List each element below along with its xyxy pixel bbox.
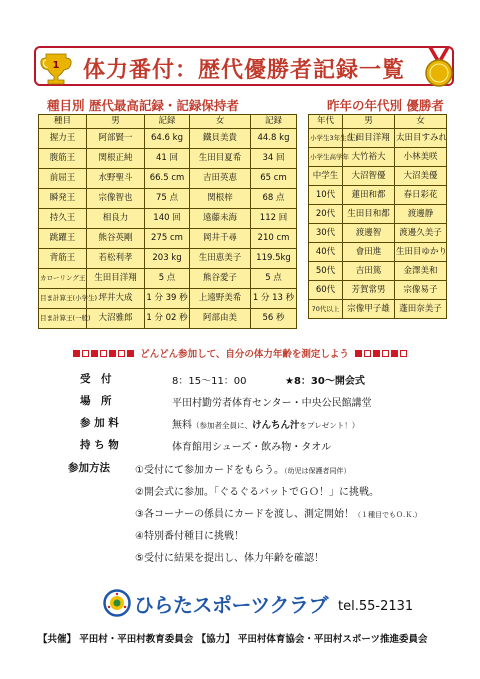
table-cell: 生田目ゆかり [395, 243, 447, 262]
table-cell: 小林美咲 [395, 148, 447, 167]
table-row [309, 167, 447, 186]
table-cell: 40代 [309, 243, 343, 262]
table-cell: 75 点 [145, 189, 190, 209]
table-cell: 太田目すみれ [395, 129, 447, 148]
col-header: 記録 [145, 115, 190, 129]
table-header-row [309, 115, 447, 129]
table-row [39, 189, 297, 209]
table-cell: 65 cm [251, 169, 297, 189]
table-row [39, 129, 297, 149]
table-cell: 1 分 02 秒 [145, 309, 190, 329]
table-row [39, 209, 297, 229]
record-table [38, 114, 297, 329]
table-cell: 34 回 [251, 149, 297, 169]
table-cell: 10代 [309, 186, 343, 205]
table-cell: 64.6 kg [145, 129, 190, 149]
age-winners-table [308, 114, 447, 319]
table-cell: 119.5kg [251, 249, 297, 269]
table-cell: 坪井大成 [87, 289, 145, 309]
fee-value-text: 無料 [172, 420, 192, 431]
footer-organizers: 【共催】 平田村・平田村教育委員会 【協力】 平田村体育協会・平田村スポーツ推進委員会 [38, 634, 428, 645]
col-header: 男 [343, 115, 395, 129]
table-row [309, 281, 447, 300]
table-cell: 吉田英恵 [190, 169, 251, 189]
table-row [309, 300, 447, 319]
table-cell: 岡井千尋 [190, 229, 251, 249]
table-cell: 宗像甲子雄 [343, 300, 395, 319]
table-cell: 70代以上 [309, 300, 343, 319]
title-frame [34, 46, 454, 86]
banner-text: どんどん参加して、自分の体力年齢を測定しよう [140, 349, 349, 360]
medal-icon [420, 45, 458, 89]
right-section-title: 昨年の年代別 優勝者 [327, 98, 444, 113]
participation-banner [30, 345, 450, 361]
table-cell: 若松利孝 [87, 249, 145, 269]
table-cell: 275 cm [145, 229, 190, 249]
table-row [39, 169, 297, 189]
table-cell: 前屈王 [39, 169, 87, 189]
table-row [39, 249, 297, 269]
table-cell: 小学生高学年 [309, 148, 343, 167]
table-cell: 大竹裕大 [343, 148, 395, 167]
table-cell: 吉田篤 [343, 262, 395, 281]
table-cell: 30代 [309, 224, 343, 243]
left-section-title: 種目別 歴代最高記録・記録保持者 [47, 98, 239, 113]
table-cell: 芳賀常男 [343, 281, 395, 300]
table-cell: 140 回 [145, 209, 190, 229]
table-cell: 生田目洋翔 [343, 129, 395, 148]
table-row [39, 229, 297, 249]
reception-time: 8：15～11：00 [172, 376, 247, 387]
decorative-squares-left [73, 350, 134, 357]
table-cell: 関根正純 [87, 149, 145, 169]
col-header: 女 [395, 115, 447, 129]
table-row [39, 269, 297, 289]
table-cell: 蓬田奈美子 [395, 300, 447, 319]
trophy-icon [38, 50, 74, 86]
table-cell: 目ま計算王(一般) [39, 309, 87, 329]
table-cell: 66.5 cm [145, 169, 190, 189]
method-step-3 [135, 505, 421, 520]
bring-value: 体育館用シューズ・飲み物・タオル [172, 442, 332, 453]
table-cell: 関根梓 [190, 189, 251, 209]
method-step-5: ⑤受付に結果を提出し、体力年齢を確認！ [135, 553, 324, 564]
step-3-note: （１種目でもＯ.Ｋ.） [353, 511, 422, 519]
fee-note-b: けんちん汁 [252, 420, 300, 431]
table-cell: 持久王 [39, 209, 87, 229]
table-cell: 生田目洋翔 [87, 269, 145, 289]
venue-label: 場 所 [80, 395, 112, 407]
step-1-text: ①受付にて参加カードをもらう。 [135, 465, 284, 476]
step-3-text: ③各コーナーの係員にカードを渡し、測定開始！ [135, 509, 354, 520]
table-cell: 大沼雅郎 [87, 309, 145, 329]
table-cell: 44.8 kg [251, 129, 297, 149]
table-cell: 生田恵美子 [190, 249, 251, 269]
table-cell: 熊谷愛子 [190, 269, 251, 289]
table-cell: 20代 [309, 205, 343, 224]
table-row [309, 262, 447, 281]
table-cell: 蓮田和都 [343, 186, 395, 205]
col-header: 記録 [251, 115, 297, 129]
table-cell: 1 分 39 秒 [145, 289, 190, 309]
table-cell: 水野聖斗 [87, 169, 145, 189]
table-cell: 瞬発王 [39, 189, 87, 209]
table-cell: 68 点 [251, 189, 297, 209]
table-row [39, 309, 297, 329]
col-header: 男 [87, 115, 145, 129]
fee-note-a: （参加者全員に、 [192, 421, 252, 430]
table-cell: 渡邊久美子 [395, 224, 447, 243]
table-cell: 112 回 [251, 209, 297, 229]
table-cell: カローリング王 [39, 269, 87, 289]
table-cell: 跳躍王 [39, 229, 87, 249]
club-logo-icon [103, 589, 131, 617]
trophy-rank: 1 [52, 60, 60, 71]
table-cell: 目ま計算王(小学生) [39, 289, 87, 309]
opening-time: ★8：30～開会式 [285, 376, 365, 387]
col-header: 女 [190, 115, 251, 129]
table-cell: 阿部賢一 [87, 129, 145, 149]
table-cell: 宗像智也 [87, 189, 145, 209]
table-cell: 上遠野美希 [190, 289, 251, 309]
table-cell: 1 分 13 秒 [251, 289, 297, 309]
table-cell: 60代 [309, 281, 343, 300]
table-header-row [39, 115, 297, 129]
table-row [309, 129, 447, 148]
table-cell: 遠藤未海 [190, 209, 251, 229]
method-step-2: ②開会式に参加。「ぐるぐるバットでＧＯ！」に挑戦。 [135, 487, 379, 498]
telephone: tel.55-2131 [338, 599, 414, 614]
col-header: 年代 [309, 115, 343, 129]
fee-value [172, 416, 359, 431]
table-cell: 50代 [309, 262, 343, 281]
table-cell: 相良力 [87, 209, 145, 229]
table-cell: 腹筋王 [39, 149, 87, 169]
table-row [309, 148, 447, 167]
table-cell: 小学生3年生以下 [309, 129, 343, 148]
table-cell: 渡邊智 [343, 224, 395, 243]
table-cell: 阿部由美 [190, 309, 251, 329]
table-cell: 大沼智優 [343, 167, 395, 186]
venue-value: 平田村勤労者体育センター・中央公民館講堂 [172, 398, 372, 409]
table-cell: 宗像易子 [395, 281, 447, 300]
reception-label: 受 付 [80, 373, 112, 385]
table-cell: 背筋王 [39, 249, 87, 269]
table-row [309, 243, 447, 262]
bring-label: 持 ち 物 [80, 439, 119, 451]
table-cell: 春日彩花 [395, 186, 447, 205]
method-step-4: ④特別番付種目に挑戦！ [135, 531, 244, 542]
method-step-1 [135, 461, 350, 476]
table-cell: 5 点 [145, 269, 190, 289]
step-1-note: （幼児は保護者同伴） [283, 467, 351, 475]
table-cell: 56 秒 [251, 309, 297, 329]
table-cell: 生田目夏希 [190, 149, 251, 169]
table-row [309, 205, 447, 224]
page-title: 体力番付：歴代優勝者記録一覧 [82, 58, 405, 83]
table-cell: 握力王 [39, 129, 87, 149]
table-row [309, 224, 447, 243]
table-cell: 渡邊静 [395, 205, 447, 224]
table-cell: 會田進 [343, 243, 395, 262]
table-cell: 203 kg [145, 249, 190, 269]
col-header: 種目 [39, 115, 87, 129]
table-cell: 210 cm [251, 229, 297, 249]
table-cell: 金澤美和 [395, 262, 447, 281]
club-logo-text: ひらたスポーツクラブ [134, 593, 328, 617]
table-cell: 5 点 [251, 269, 297, 289]
table-cell: 鐵貝美貴 [190, 129, 251, 149]
table-cell: 41 回 [145, 149, 190, 169]
method-label: 参加方法 [68, 462, 110, 474]
fee-note-c: をプレゼント！） [299, 421, 360, 430]
table-row [39, 149, 297, 169]
table-cell: 大沼美優 [395, 167, 447, 186]
table-row [309, 186, 447, 205]
fee-label: 参 加 料 [80, 417, 119, 429]
table-row [39, 289, 297, 309]
decorative-squares-right [355, 350, 407, 357]
table-cell: 生田目和都 [343, 205, 395, 224]
table-cell: 熊谷英剛 [87, 229, 145, 249]
table-cell: 中学生 [309, 167, 343, 186]
